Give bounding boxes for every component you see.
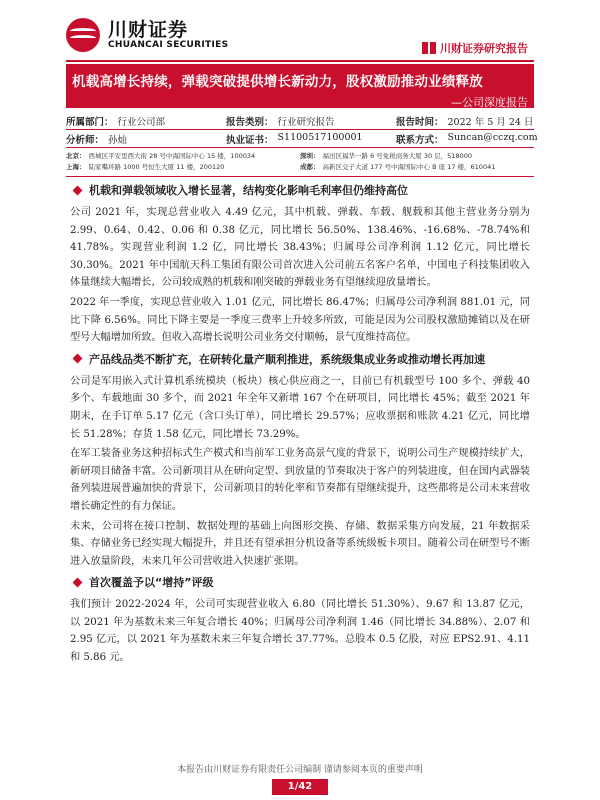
- diamond-bullet-icon: [73, 354, 83, 364]
- footer-disclaimer: 本报告由川财证券有限责任公司编制 谨请参阅本页的重要声明: [177, 765, 423, 775]
- meta-department: 所属部门： 行业公司部: [66, 116, 166, 128]
- meta-analyst: 分析师： 孙灿: [66, 134, 128, 146]
- diamond-bullet-icon: [73, 185, 83, 195]
- meta-license: 执业证书： S1100517100001: [226, 131, 363, 146]
- office-addresses: [66, 151, 534, 173]
- company-name-cn: 川财证券: [108, 19, 189, 41]
- header-divider: [66, 60, 534, 62]
- body-paragraph: 我们预计 2022-2024 年，公司可实现营业收入 6.80（同比增长 51.30%）、9.67 和 13.87 亿元，以 2021 年为基数未来三年复合增长 40%；归属母公司净利润 1.46（同比增长 34.88%）、2.07 和 2.95 亿元，以 2021 年为基数未来三年复合增长 37.77%。总股本 0.5 亿股，对应 EPS2.91、4.11 和 5.86 元。: [70, 599, 530, 664]
- address-chengdu: 成都： 高新区交子大道 177 号中海国际中心 B 座 17 楼，610041: [300, 163, 496, 171]
- meta-contact: 联系方式： Suncan@cczq.com: [396, 131, 538, 146]
- address-shenzhen: 深圳： 福田区福华一路 6 号免税商务大厦 30 层，518000: [300, 152, 472, 160]
- book-icon: [422, 42, 436, 54]
- company-name-en: CHUANCAI SECURITIES: [108, 40, 229, 50]
- section-heading: 机载和弹载领域收入增长显著，结构变化影响毛利率但仍维持高位: [70, 180, 530, 200]
- report-type-label: 川财证券研究报告: [440, 42, 528, 55]
- diamond-bullet-icon: [73, 577, 83, 587]
- meta-row: [66, 112, 534, 130]
- address-row: [66, 162, 534, 173]
- page-number: 1/42: [272, 779, 328, 795]
- headline-banner: [66, 64, 534, 108]
- company-logo: [66, 18, 228, 52]
- meta-date: 报告时间： 2022 年 5 月 24 日: [396, 116, 534, 128]
- meta-category: 报告类别： 行业研究报告: [226, 116, 335, 128]
- address-beijing: 北京： 西城区平安里西大街 28 号中海国际中心 15 楼，100034: [66, 152, 256, 160]
- address-row: [66, 151, 534, 162]
- body-paragraph: 公司是军用嵌入式计算机系统模块（板块）核心供应商之一，目前已有机载型号 100 多个、弹载 40 多个、车载地面 30 多个，而 2021 年全年又新增 167 个在研项目，同比增长 45%；截至 2021 年期末，在手订单 5.17 亿元（含口头订单），同比增长 29.57%；应收票据和账款 4.21 亿元，同比增长 51.28%；存货 1.58 亿元，同比增长 73.29%。: [70, 375, 530, 440]
- body-paragraph: 未来，公司将在接口控制、数据处理的基础上向图形交换、存储、数据采集方向发展，21 年数据采集、存储业务已经实现大幅提升，并且还有望承担分机设备等系统级板卡项目。随着公司在研型号不断进入放量阶段，未来几年公司营收进入快速扩张期。: [70, 520, 530, 567]
- address-divider: [66, 176, 534, 177]
- report-body: [70, 178, 530, 667]
- section-heading: 首次覆盖予以“增持”评级: [70, 572, 530, 592]
- report-title: 机载高增长持续，弹载突破提供增长新动力，股权激励推动业绩释放: [72, 74, 483, 90]
- body-paragraph: 公司 2021 年，实现总营业收入 4.49 亿元，其中机载、弹载、车载、舰载和其他主营业务分别为 2.99、0.64、0.42、0.06 和 0.38 亿元，同比增长 56.50%、138.46%、-16.68%、-78.74%和 41.78%。实现营业利润 1.2 亿，同比增长 38.43%；归属母公司净利润 1.12 亿元，同比增长 30.30%。2021 年中国航天科工集团有限公司首次进入公司前五名客户名单，中国电子科技集团收入体量继续大幅增长，公司较成熟的机载和刚突破的弹载业务有望继续迎放量增长。: [70, 207, 530, 289]
- body-paragraph: 2022 年一季度，实现总营业收入 1.01 亿元，同比增长 86.47%；归属母公司净利润 881.01 元，同比下降 6.56%。同比下降主要是一季度三费率上升较多所致，可能是因为公司股权激励摊销以及在研型号大幅增加所致。但收入高增长说明公司业务交付顺畅，景气度维持高位。: [70, 296, 530, 344]
- body-paragraph: 在军工装备业务这种招标式生产模式和当前军工业务高景气度的背景下，说明公司生产规模持续扩大，新研项目储备丰富。公司新项目从在研向定型、到放量的节奏取决于客户的列装进度，但在国内武器装备列装进展普遍加快的背景下，公司新项目的转化率和节奏都有望继续提升，这些都将是公司未来营收增长确定性的有力保证。: [70, 448, 530, 512]
- meta-row: [66, 130, 538, 148]
- section-heading: 产品线品类不断扩充，在研转化量产顺利推进，系统级集成业务或推动增长再加速: [70, 349, 530, 369]
- report-meta: [66, 112, 538, 148]
- report-type-tag: [422, 40, 528, 56]
- address-shanghai: 上海： 陆家嘴环路 1000 号恒生大厦 11 楼，200120: [66, 163, 225, 171]
- logo-icon: [66, 18, 100, 52]
- report-subtitle: —公司深度报告: [451, 96, 528, 109]
